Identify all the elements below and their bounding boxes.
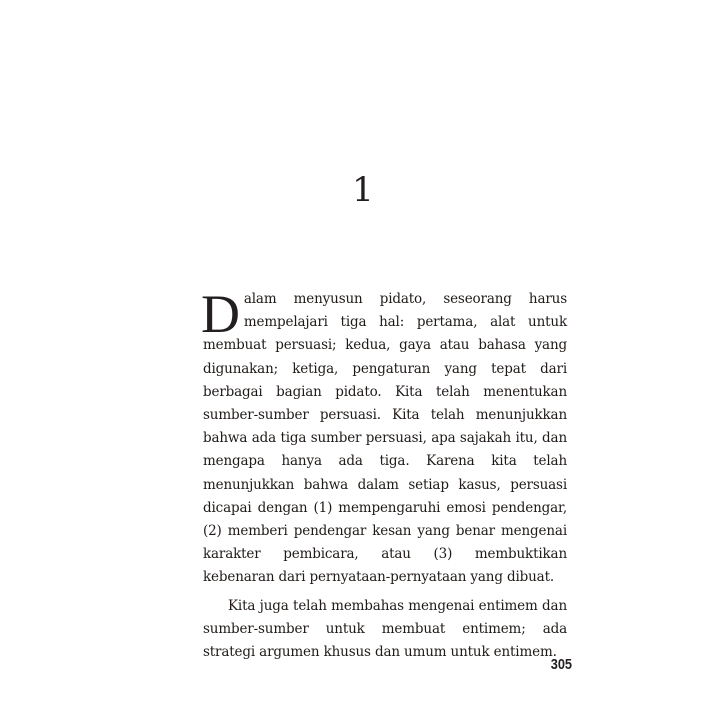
drop-cap: D: [201, 284, 240, 344]
page-number: 305: [550, 656, 572, 673]
paragraph-1: [201, 284, 567, 590]
body-text: [201, 284, 567, 664]
chapter-number: 1: [352, 170, 374, 210]
paragraph-2: Kita juga telah membahas mengenai entimem dan sumber-sumber untuk membuat entimem; ada strategi argumen khusus dan umum untuk entimem.: [203, 597, 567, 661]
paragraph-1-text: alam menyusun pidato, seseorang harus mempelajari tiga hal: pertama, alat untuk membuat persuasi; kedua, gaya atau bahasa yang digunakan; ketiga, pengaturan yang tepat dari berbagai bagian pidato. Kita telah menentukan sumber-sumber persuasi. Kita telah menunjukkan bahwa ada tiga sumber persuasi, apa sajakah itu, dan mengapa hanya ada tiga. Karena kita telah menunjukkan bahwa dalam setiap kasus, persuasi dicapai dengan (1) mempengaruhi emosi pendengar, (2) memberi pendengar kesan yang benar mengenai karakter pembicara, atau (3) membuktikan kebenaran dari pernyataan-pernyataan yang dibuat.: [203, 291, 567, 586]
